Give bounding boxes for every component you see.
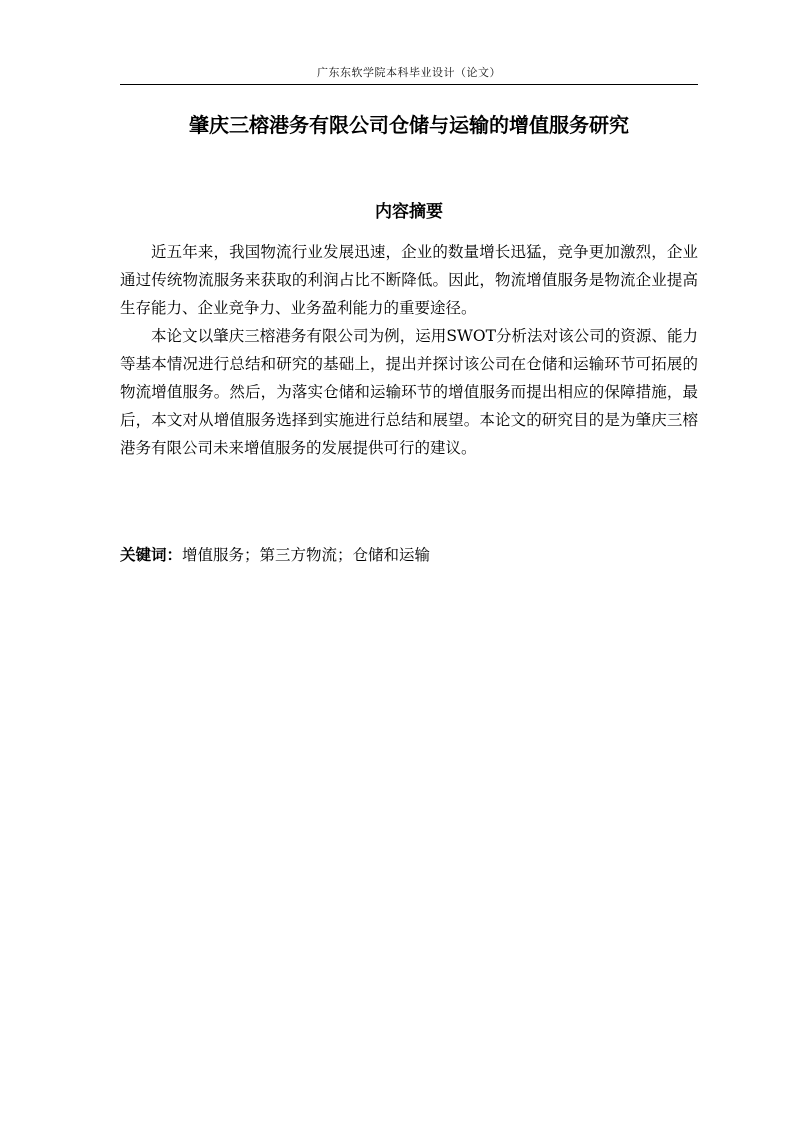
abstract-body — [120, 238, 698, 462]
abstract-paragraph: 近五年来，我国物流行业发展迅速，企业的数量增长迅猛，竞争更加激烈，企业通过传统物流服务来获取的利润占比不断降低。因此，物流增值服务是物流企业提高生存能力、企业竞争力、业务盈利能力的重要途径。 — [120, 243, 698, 317]
keywords-line — [120, 541, 698, 569]
header-divider — [120, 84, 698, 85]
abstract-paragraph: 本论文以肇庆三榕港务有限公司为例，运用SWOT分析法对该公司的资源、能力等基本情况进行总结和研究的基础上，提出并探讨该公司在仓储和运输环节可拓展的物流增值服务。然后，为落实仓储和运输环节的增值服务而提出相应的保障措施，最后，本文对从增值服务选择到实施进行总结和展望。本论文的研究目的是为肇庆三榕港务有限公司未来增值服务的发展提供可行的建议。 — [120, 327, 698, 457]
keywords-label: 关键词： — [120, 546, 183, 564]
abstract-heading: 内容摘要 — [375, 202, 443, 222]
document-title: 肇庆三榕港务有限公司仓储与运输的增值服务研究 — [189, 113, 629, 137]
running-header: 广东东软学院本科毕业设计（论文） — [317, 66, 501, 79]
keywords-value: 增值服务；第三方物流；仓储和运输 — [182, 546, 431, 564]
